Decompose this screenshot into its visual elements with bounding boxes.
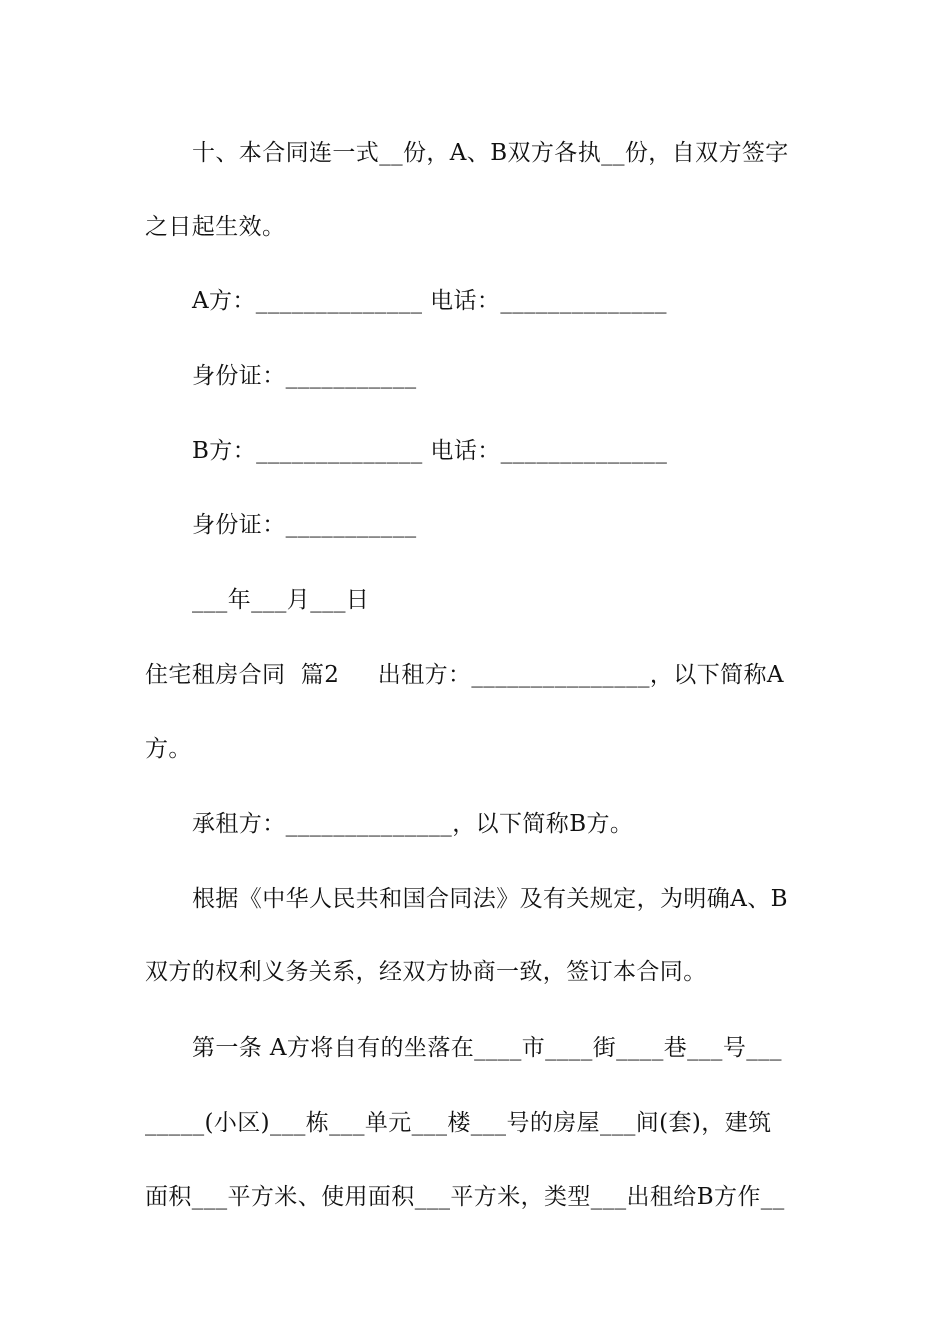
party-b-id-line: 身份证：___________ xyxy=(192,512,417,538)
lessee-line: 承租方：______________，以下简称B方。 xyxy=(192,811,634,837)
date-line: ___年___月___日 xyxy=(192,587,370,613)
clause-ten-line-1: 十、本合同连一式__份，A、B双方各执__份，自双方签字 xyxy=(192,140,789,166)
article-one-line-2: _____(小区)___栋___单元___楼___号的房屋___间(套)，建筑 xyxy=(145,1110,772,1136)
contract-title-lessor-line: 住宅租房合同 篇2 出租方：_______________，以下简称A xyxy=(145,662,784,688)
party-a-id-line: 身份证：___________ xyxy=(192,363,417,389)
party-a-phone-line: A方：______________ 电话：______________ xyxy=(192,288,667,314)
basis-line-1: 根据《中华人民共和国合同法》及有关规定，为明确A、B xyxy=(192,886,788,912)
article-one-line-1: 第一条 A方将自有的坐落在____市____街____巷___号___ xyxy=(192,1035,782,1061)
clause-ten-line-2: 之日起生效。 xyxy=(145,214,286,240)
basis-line-2: 双方的权利义务关系，经双方协商一致，签订本合同。 xyxy=(145,959,707,985)
party-b-phone-line: B方：______________ 电话：______________ xyxy=(192,438,668,464)
lessor-continuation-line: 方。 xyxy=(145,736,192,762)
article-one-line-3: 面积___平方米、使用面积___平方米，类型___出租给B方作__ xyxy=(145,1184,785,1210)
